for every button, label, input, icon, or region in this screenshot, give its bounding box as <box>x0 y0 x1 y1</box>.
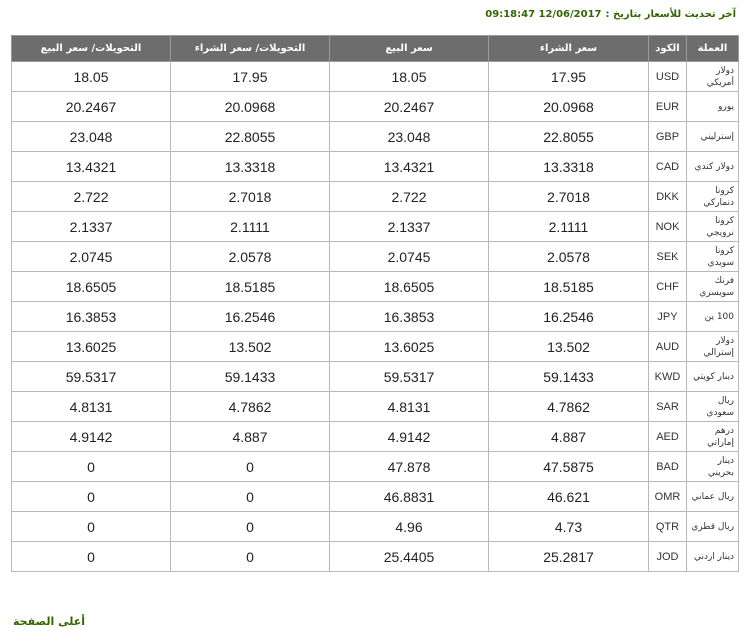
sell-rate: 18.6505 <box>330 272 489 302</box>
transfer-sell-rate: 13.4321 <box>12 152 171 182</box>
transfer-sell-rate: 2.722 <box>12 182 171 212</box>
sell-rate: 4.9142 <box>330 422 489 452</box>
sell-rate: 2.722 <box>330 182 489 212</box>
transfer-sell-rate: 13.6025 <box>12 332 171 362</box>
header-currency: العملة <box>687 36 739 62</box>
transfer-sell-rate: 4.8131 <box>12 392 171 422</box>
transfer-sell-rate: 4.9142 <box>12 422 171 452</box>
transfer-buy-rate: 0 <box>171 542 330 572</box>
currency-code: GBP <box>649 122 687 152</box>
transfer-sell-rate: 16.3853 <box>12 302 171 332</box>
header-transfer-buy: التحويلات/ سعر الشراء <box>171 36 330 62</box>
currency-code: OMR <box>649 482 687 512</box>
currency-name: كرونا سويدي <box>687 242 739 272</box>
transfer-buy-rate: 0 <box>171 482 330 512</box>
currency-code: KWD <box>649 362 687 392</box>
header-code: الكود <box>649 36 687 62</box>
transfer-sell-rate: 18.6505 <box>12 272 171 302</box>
currency-name: دينار بحريني <box>687 452 739 482</box>
table-row <box>12 452 739 482</box>
currency-code: SAR <box>649 392 687 422</box>
sell-rate: 16.3853 <box>330 302 489 332</box>
currency-name: درهم إماراتي <box>687 422 739 452</box>
transfer-sell-rate: 0 <box>12 542 171 572</box>
table-row <box>12 362 739 392</box>
buy-rate: 13.502 <box>489 332 649 362</box>
sell-rate: 4.8131 <box>330 392 489 422</box>
sell-rate: 4.96 <box>330 512 489 542</box>
buy-rate: 4.887 <box>489 422 649 452</box>
table-row <box>12 212 739 242</box>
transfer-buy-rate: 22.8055 <box>171 122 330 152</box>
table-row <box>12 152 739 182</box>
buy-rate: 46.621 <box>489 482 649 512</box>
sell-rate: 59.5317 <box>330 362 489 392</box>
currency-name: دولار كندي <box>687 152 739 182</box>
currency-code: CAD <box>649 152 687 182</box>
table-row <box>12 242 739 272</box>
buy-rate: 22.8055 <box>489 122 649 152</box>
transfer-sell-rate: 18.05 <box>12 62 171 92</box>
transfer-sell-rate: 59.5317 <box>12 362 171 392</box>
transfer-buy-rate: 0 <box>171 512 330 542</box>
buy-rate: 2.1111 <box>489 212 649 242</box>
currency-code: BAD <box>649 452 687 482</box>
transfer-sell-rate: 2.0745 <box>12 242 171 272</box>
transfer-buy-rate: 2.0578 <box>171 242 330 272</box>
currency-code: NOK <box>649 212 687 242</box>
transfer-buy-rate: 13.502 <box>171 332 330 362</box>
buy-rate: 16.2546 <box>489 302 649 332</box>
transfer-sell-rate: 20.2467 <box>12 92 171 122</box>
transfer-buy-rate: 20.0968 <box>171 92 330 122</box>
table-row <box>12 272 739 302</box>
sell-rate: 2.1337 <box>330 212 489 242</box>
buy-rate: 59.1433 <box>489 362 649 392</box>
back-to-top-link[interactable]: أعلى الصفحة <box>13 615 85 628</box>
currency-code: USD <box>649 62 687 92</box>
table-row <box>12 512 739 542</box>
sell-rate: 23.048 <box>330 122 489 152</box>
buy-rate: 2.0578 <box>489 242 649 272</box>
transfer-buy-rate: 0 <box>171 452 330 482</box>
buy-rate: 13.3318 <box>489 152 649 182</box>
sell-rate: 2.0745 <box>330 242 489 272</box>
transfer-buy-rate: 2.7018 <box>171 182 330 212</box>
currency-name: فرنك سويسري <box>687 272 739 302</box>
table-row <box>12 62 739 92</box>
transfer-buy-rate: 13.3318 <box>171 152 330 182</box>
buy-rate: 4.73 <box>489 512 649 542</box>
currency-name: دولار إسترالي <box>687 332 739 362</box>
buy-rate: 17.95 <box>489 62 649 92</box>
table-header-row <box>12 36 739 62</box>
currency-name: ريال سعودي <box>687 392 739 422</box>
currency-code: EUR <box>649 92 687 122</box>
transfer-sell-rate: 2.1337 <box>12 212 171 242</box>
buy-rate: 4.7862 <box>489 392 649 422</box>
currency-name: كرونا نرويجي <box>687 212 739 242</box>
transfer-buy-rate: 18.5185 <box>171 272 330 302</box>
transfer-sell-rate: 23.048 <box>12 122 171 152</box>
table-row <box>12 542 739 572</box>
last-update-datetime: 12/06/2017 09:18:47 <box>485 9 602 20</box>
currency-code: AUD <box>649 332 687 362</box>
currency-name: إسترليني <box>687 122 739 152</box>
transfer-buy-rate: 16.2546 <box>171 302 330 332</box>
currency-name: دولار أمريكي <box>687 62 739 92</box>
currency-name: دينار اردني <box>687 542 739 572</box>
currency-code: DKK <box>649 182 687 212</box>
transfer-buy-rate: 2.1111 <box>171 212 330 242</box>
buy-rate: 2.7018 <box>489 182 649 212</box>
header-sell-rate: سعر البيع <box>330 36 489 62</box>
table-row <box>12 332 739 362</box>
sell-rate: 47.878 <box>330 452 489 482</box>
currency-code: AED <box>649 422 687 452</box>
table-row <box>12 92 739 122</box>
currency-name: ريال عماني <box>687 482 739 512</box>
buy-rate: 47.5875 <box>489 452 649 482</box>
header-buy-rate: سعر الشراء <box>489 36 649 62</box>
currency-name: كرونا دنماركي <box>687 182 739 212</box>
buy-rate: 20.0968 <box>489 92 649 122</box>
table-row <box>12 482 739 512</box>
currency-code: JOD <box>649 542 687 572</box>
currency-name: يورو <box>687 92 739 122</box>
table-row <box>12 422 739 452</box>
buy-rate: 25.2817 <box>489 542 649 572</box>
sell-rate: 18.05 <box>330 62 489 92</box>
table-row <box>12 302 739 332</box>
header-transfer-sell: التحويلات/ سعر البيع <box>12 36 171 62</box>
buy-rate: 18.5185 <box>489 272 649 302</box>
sell-rate: 46.8831 <box>330 482 489 512</box>
transfer-buy-rate: 4.887 <box>171 422 330 452</box>
transfer-buy-rate: 59.1433 <box>171 362 330 392</box>
currency-code: JPY <box>649 302 687 332</box>
table-row <box>12 122 739 152</box>
currency-name: 100 ين <box>687 302 739 332</box>
sell-rate: 13.6025 <box>330 332 489 362</box>
transfer-buy-rate: 4.7862 <box>171 392 330 422</box>
sell-rate: 13.4321 <box>330 152 489 182</box>
last-update-line <box>481 9 736 20</box>
last-update-label: آخر تحديث للأسعار بتاريخ : <box>605 9 736 20</box>
currency-name: دينار كويتي <box>687 362 739 392</box>
currency-code: QTR <box>649 512 687 542</box>
sell-rate: 20.2467 <box>330 92 489 122</box>
table-row <box>12 392 739 422</box>
exchange-rates-table <box>11 35 739 572</box>
table-row <box>12 182 739 212</box>
transfer-sell-rate: 0 <box>12 512 171 542</box>
transfer-buy-rate: 17.95 <box>171 62 330 92</box>
currency-name: ريال قطري <box>687 512 739 542</box>
transfer-sell-rate: 0 <box>12 452 171 482</box>
sell-rate: 25.4405 <box>330 542 489 572</box>
currency-code: CHF <box>649 272 687 302</box>
transfer-sell-rate: 0 <box>12 482 171 512</box>
currency-code: SEK <box>649 242 687 272</box>
